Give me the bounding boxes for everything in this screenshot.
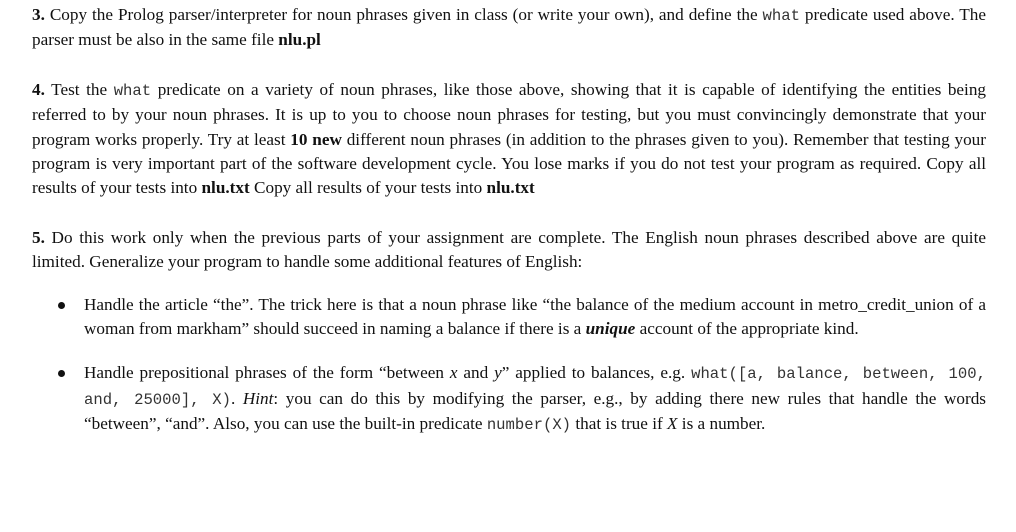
file-name: nlu.txt — [486, 178, 535, 198]
text: Copy the Prolog parser/interpreter for noun phrases given in class (or write your own), and define the — [44, 5, 763, 24]
math-var: x — [449, 363, 458, 383]
paragraph-5 — [32, 226, 986, 275]
text: that is true if — [571, 414, 667, 434]
code-number: number(X) — [486, 416, 572, 435]
text: account of the appropriate kind. — [635, 319, 859, 339]
item-number: 3. — [32, 5, 45, 24]
text: : you can do this by modifying the parser, e.g., by adding there new rules that handle the words “between”, “and”. Also, you can use the built-in predicate — [84, 388, 986, 434]
code-example: what([a, balance, between, 100, and, 25000], X) — [84, 365, 986, 409]
item-number: 5. — [32, 227, 45, 247]
math-var: X — [667, 414, 678, 434]
bullet-icon — [58, 302, 65, 309]
file-name: nlu.pl — [278, 30, 321, 50]
paragraph-3 — [32, 3, 986, 53]
hint-label: Hint — [242, 388, 274, 408]
bullet-text — [84, 361, 986, 437]
emphasis: unique — [585, 319, 636, 339]
text: ” applied to balances, e.g. — [501, 363, 692, 383]
item-number: 4. — [32, 79, 45, 99]
text: Copy all results of your tests into — [249, 178, 487, 198]
text: different noun phrases (in addition to the phrases given to you). Remember that testing your program is very important part of the software development cycle. You lose marks if you do not test your program as required. Copy all results of your tests into — [32, 129, 986, 198]
text: Test the — [44, 79, 114, 99]
list-item — [84, 293, 986, 342]
bold-count: 10 new — [290, 129, 342, 149]
bullet-list — [32, 293, 986, 438]
paragraph-4 — [32, 78, 986, 201]
text: Do this work only when the previous parts of your assignment are complete. The English noun phrases described above are quite limited. Generalize your program to handle some additional features of English: — [32, 227, 986, 272]
text: Handle prepositional phrases of the form “between — [84, 363, 450, 383]
bullet-text — [84, 293, 986, 342]
code-what: what — [762, 7, 800, 25]
math-var: y — [494, 363, 502, 383]
text: Handle the article “the”. The trick here is that a noun phrase like “the balance of the medium account in metro_credit_union of a woman from markham” should succeed in naming a balance if there is a — [84, 294, 986, 339]
bullet-icon — [58, 370, 65, 377]
text: is a number. — [677, 414, 766, 434]
text: predicate on a variety of noun phrases, like those above, showing that it is capable of identifying the entities being referred to by your noun phrases. It is up to you to choose noun phrases for testing, but you must convincingly demonstrate that your program works properly. Try at least — [32, 79, 987, 149]
code-what: what — [113, 81, 152, 100]
text: and — [457, 363, 495, 383]
text: predicate used above. The parser must be also in the same file — [32, 5, 987, 50]
text: . — [230, 388, 243, 408]
list-item — [84, 361, 986, 437]
file-name: nlu.txt — [201, 178, 250, 198]
